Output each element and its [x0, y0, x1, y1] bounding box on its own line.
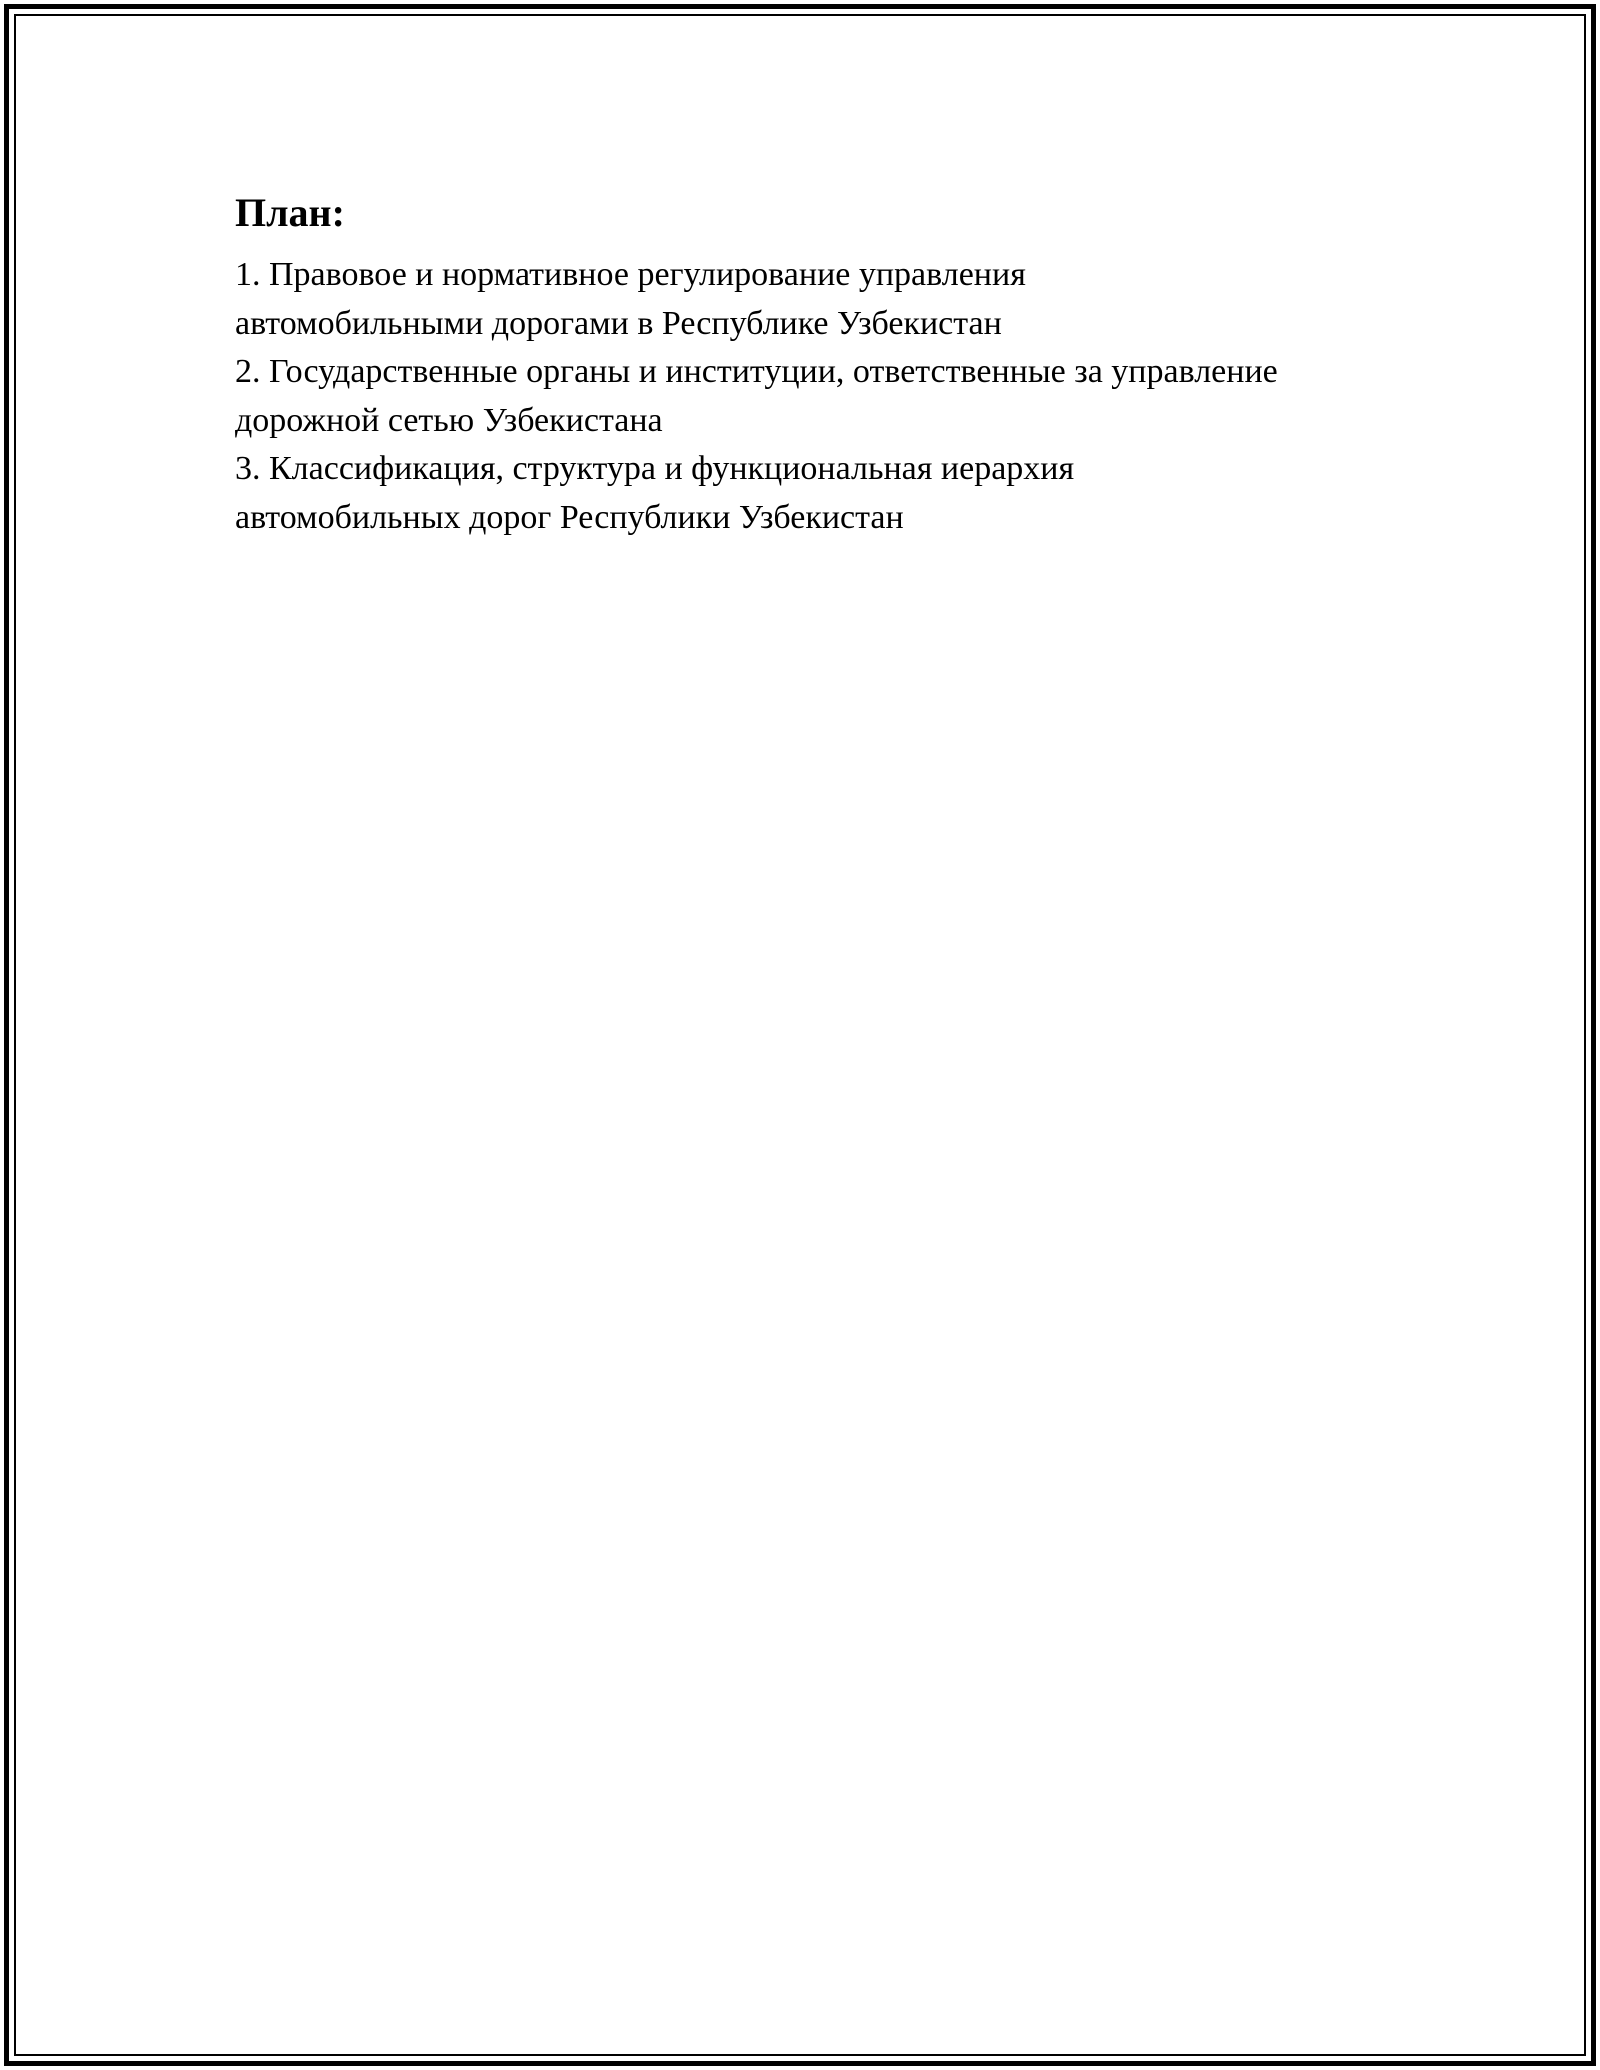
- plan-item-2: [235, 348, 1395, 445]
- plan-item-1: [235, 251, 1395, 348]
- plan-item-3-line-2: автомобильных дорог Республики Узбекистан: [235, 498, 904, 536]
- plan-item-2-line-1: 2. Государственные органы и институции, ответственные за управление: [235, 353, 1278, 390]
- plan-title: План:: [235, 190, 345, 235]
- plan-item-1-line-1: 1. Правовое и нормативное регулирование управления: [235, 256, 1026, 293]
- plan-item-2-line-2: дорожной сетью Узбекистана: [235, 401, 663, 439]
- page-content: [235, 183, 1395, 542]
- plan-item-1-line-2: автомобильными дорогами в Республике Узбекистан: [235, 304, 1002, 342]
- plan-item-3: [235, 445, 1395, 542]
- plan-item-3-line-1: 3. Классификация, структура и функциональная иерархия: [235, 450, 1075, 487]
